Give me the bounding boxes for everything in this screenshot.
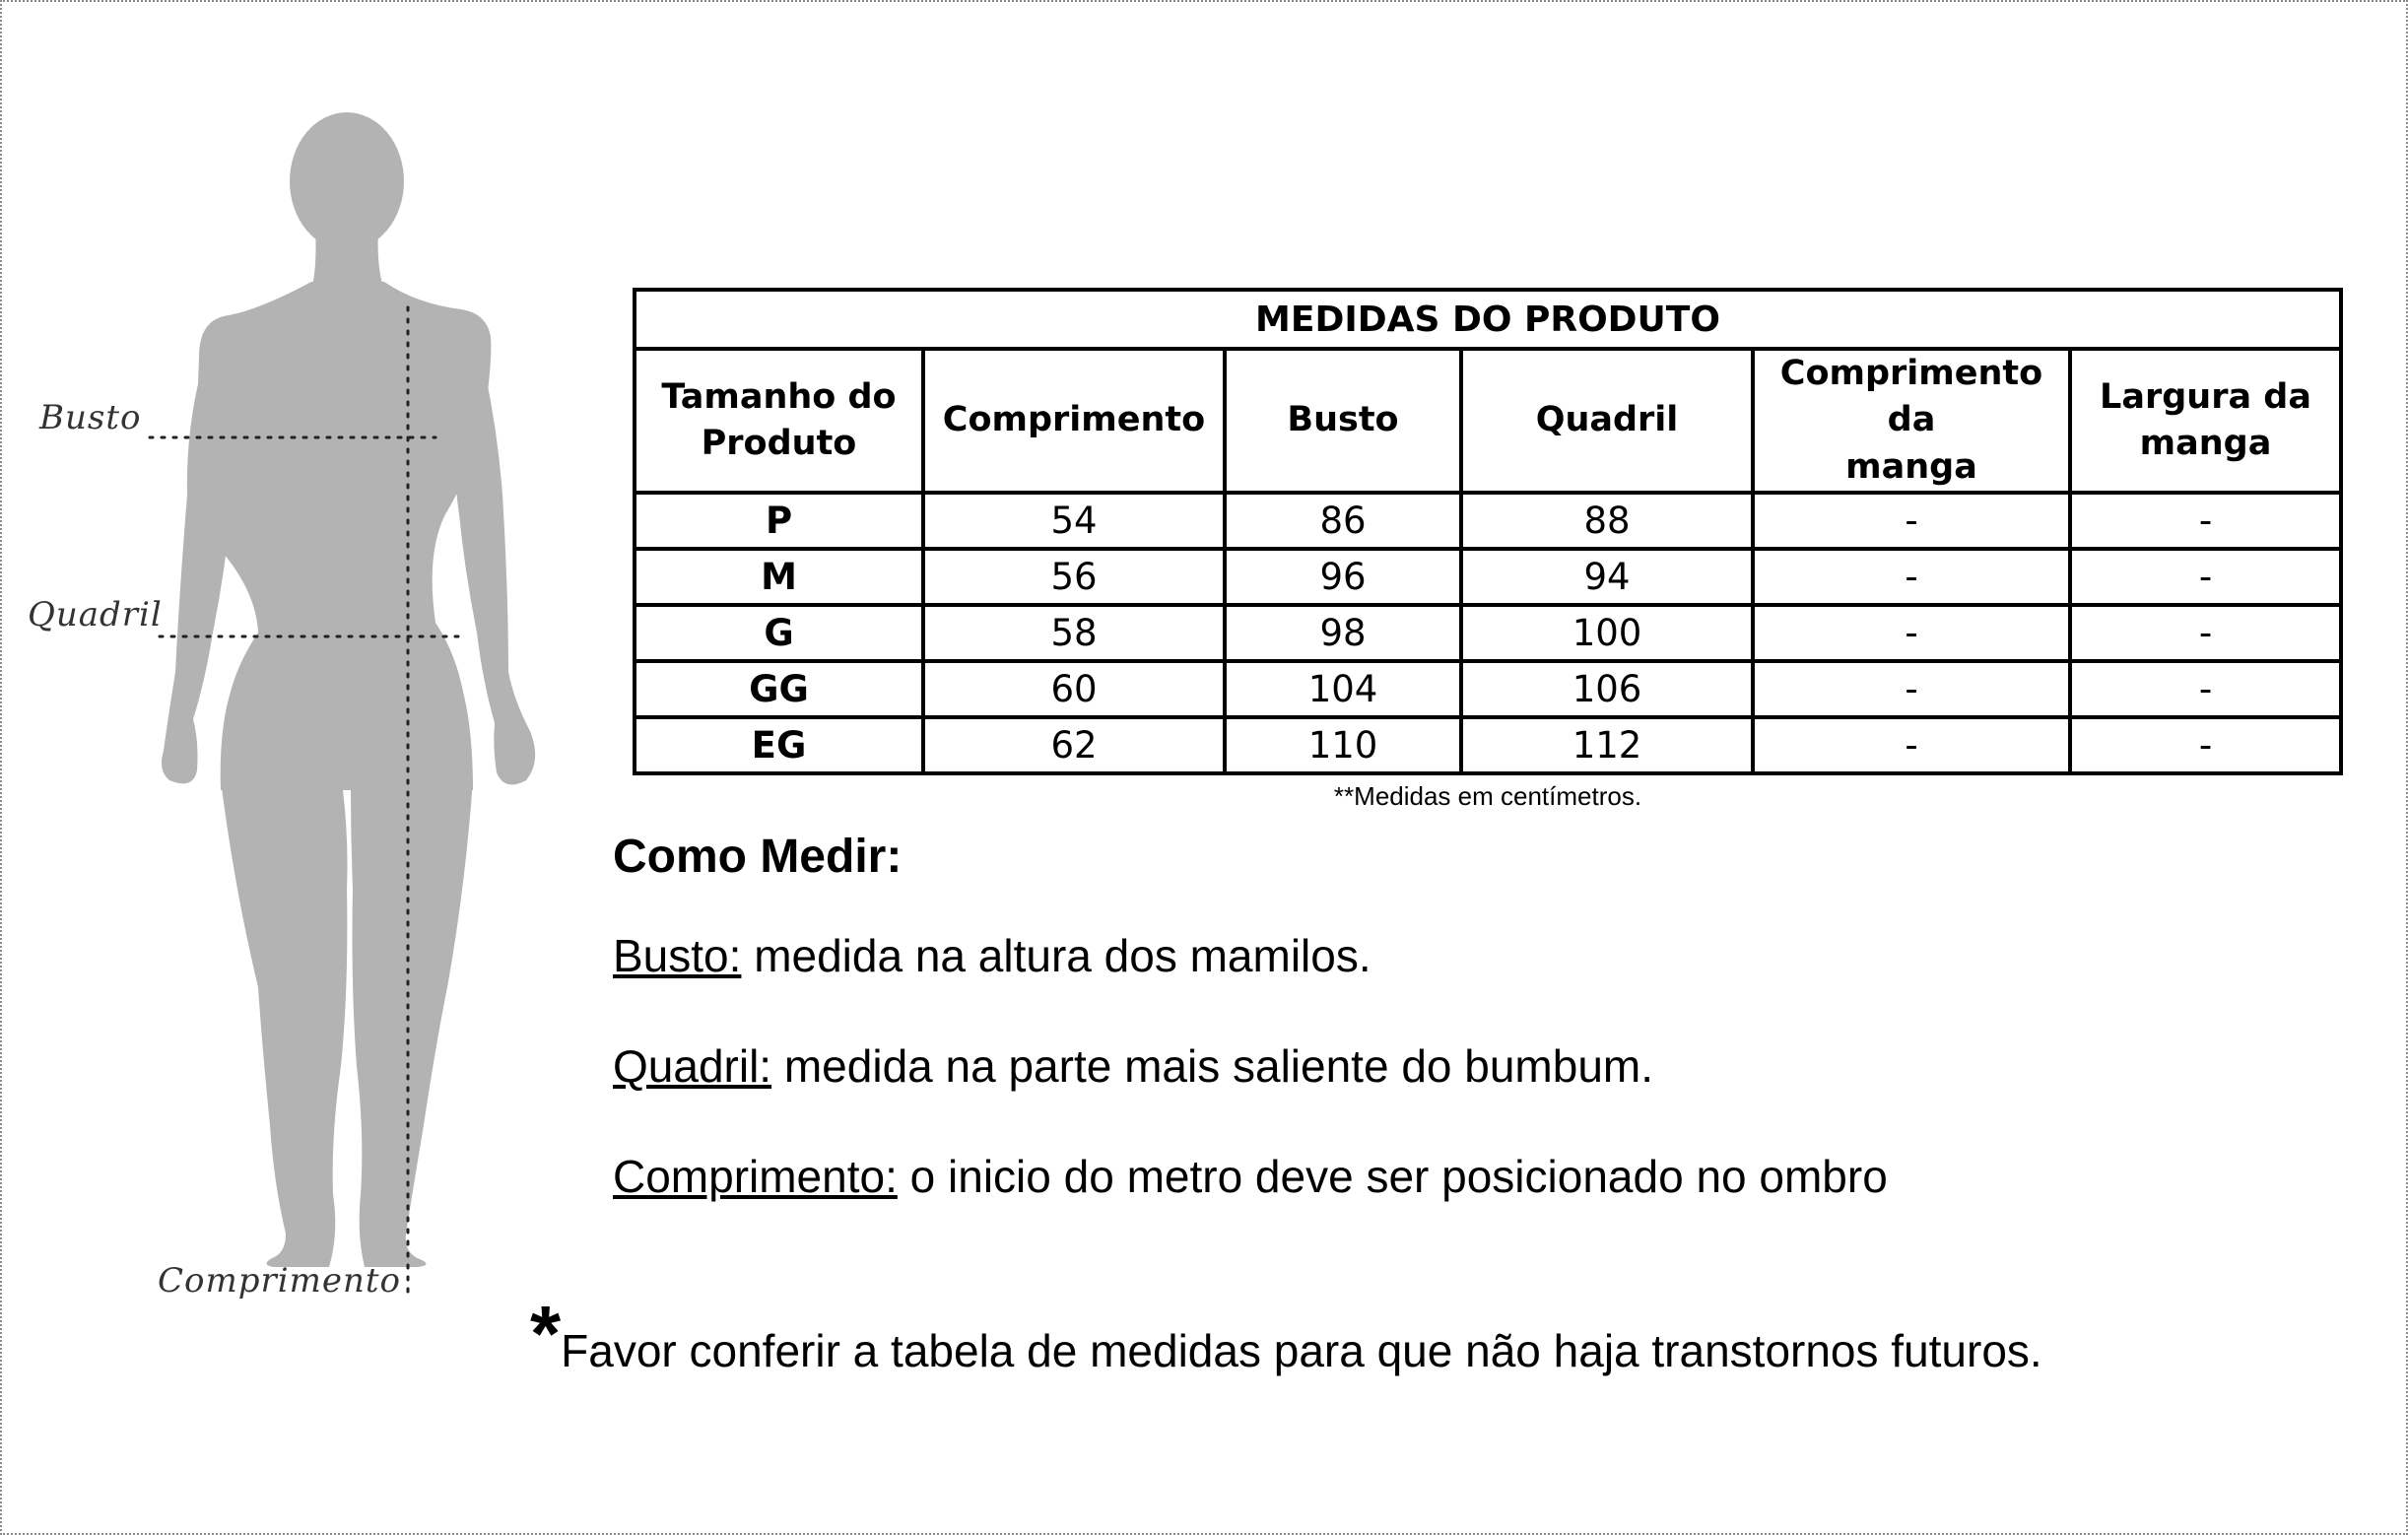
length-cell: 58 (923, 605, 1225, 661)
table-row (635, 549, 2341, 605)
length-cell: 62 (923, 717, 1225, 773)
how-to-measure-title: Como Medir: (613, 831, 903, 883)
length-label: Comprimento (158, 1261, 402, 1301)
bust-cell: 96 (1225, 549, 1461, 605)
sleeve-length-cell: - (1753, 605, 2070, 661)
header-hip: Quadril (1461, 349, 1753, 493)
hip-term: Quadril: (613, 1040, 772, 1092)
warning-note (530, 1290, 2042, 1393)
sleeve-length-cell: - (1753, 493, 2070, 549)
bust-cell: 86 (1225, 493, 1461, 549)
sleeve-width-cell: - (2070, 605, 2341, 661)
size-cell: G (635, 605, 923, 661)
table-title: MEDIDAS DO PRODUTO (635, 290, 2341, 349)
header-sleeve-length: Comprimento da manga (1753, 349, 2070, 493)
hip-cell: 106 (1461, 661, 1753, 717)
asterisk-icon: * (530, 1290, 562, 1377)
measurements-table (633, 288, 2343, 775)
measurements-table-block (633, 288, 2343, 812)
table-row (635, 493, 2341, 549)
sleeve-width-cell: - (2070, 549, 2341, 605)
bust-cell: 98 (1225, 605, 1461, 661)
sleeve-width-cell: - (2070, 661, 2341, 717)
table-row (635, 661, 2341, 717)
length-cell: 56 (923, 549, 1225, 605)
header-bust: Busto (1225, 349, 1461, 493)
length-term: Comprimento: (613, 1151, 898, 1202)
sleeve-length-cell: - (1753, 661, 2070, 717)
length-cell: 54 (923, 493, 1225, 549)
hip-label: Quadril (28, 595, 163, 634)
hip-cell: 112 (1461, 717, 1753, 773)
length-description: o inicio do metro deve ser posicionado no ombro (897, 1151, 1888, 1202)
bust-cell: 104 (1225, 661, 1461, 717)
header-sleeve-width: Largura da manga (2070, 349, 2341, 493)
table-row (635, 605, 2341, 661)
size-cell: P (635, 493, 923, 549)
bust-cell: 110 (1225, 717, 1461, 773)
sleeve-length-cell: - (1753, 717, 2070, 773)
length-cell: 60 (923, 661, 1225, 717)
silhouette-icon (2, 2, 593, 1381)
bust-description: medida na altura dos mamilos. (741, 930, 1371, 981)
sleeve-length-cell: - (1753, 549, 2070, 605)
hip-description: medida na parte mais saliente do bumbum. (771, 1040, 1654, 1092)
size-cell: EG (635, 717, 923, 773)
sleeve-width-cell: - (2070, 493, 2341, 549)
sleeve-width-cell: - (2070, 717, 2341, 773)
size-cell: GG (635, 661, 923, 717)
hip-cell: 100 (1461, 605, 1753, 661)
hip-cell: 94 (1461, 549, 1753, 605)
hip-cell: 88 (1461, 493, 1753, 549)
size-cell: M (635, 549, 923, 605)
warning-text: Favor conferir a tabela de medidas para que não haja transtornos futuros. (561, 1325, 2042, 1376)
header-length: Comprimento (923, 349, 1225, 493)
length-instruction (613, 1150, 1888, 1203)
table-row (635, 717, 2341, 773)
bust-label: Busto (39, 398, 142, 437)
hip-instruction (613, 1039, 1888, 1093)
body-silhouette-figure (2, 2, 593, 1381)
bust-term: Busto: (613, 930, 742, 981)
how-to-measure-section (613, 830, 1888, 1260)
table-header-row (635, 349, 2341, 493)
table-footnote: **Medidas em centímetros. (1333, 780, 1642, 811)
bust-instruction (613, 929, 1888, 982)
header-size: Tamanho do Produto (635, 349, 923, 493)
